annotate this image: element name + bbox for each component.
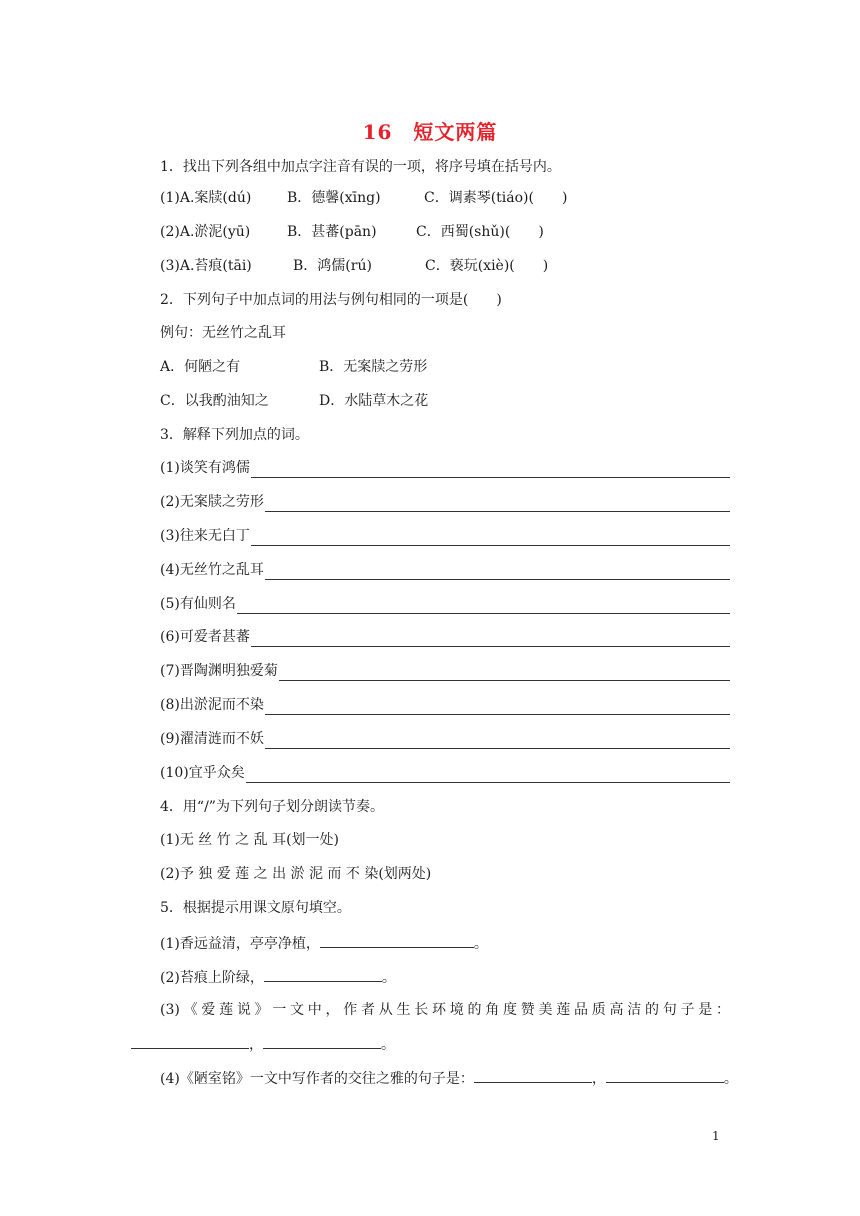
- q1-row-1-c[interactable]: C．调素琴(tiáo)( ): [424, 190, 568, 206]
- q3-item-label: (9)濯清涟而不妖: [160, 731, 264, 747]
- q3-item: [160, 526, 730, 546]
- q5-item-2: [160, 966, 396, 988]
- q2-option-c[interactable]: C．以我酌油知之: [160, 393, 269, 409]
- q1-row-1: [160, 188, 567, 208]
- q5-item-1-text: (1)香远益清，亭亭净植，: [160, 936, 320, 952]
- q5-item-1-end: 。: [473, 936, 488, 952]
- q2-stem: 2．下列句子中加点词的用法与例句相同的一项是( ): [160, 292, 502, 308]
- q2-option-b[interactable]: B．无案牍之劳形: [319, 359, 428, 375]
- q3-item: [160, 763, 730, 783]
- q3-item: [160, 594, 730, 614]
- q5-item-4-blank-2[interactable]: [606, 1067, 724, 1083]
- q3-answer-blank[interactable]: [265, 495, 730, 512]
- q3-item-label: (6)可爱者甚蕃: [160, 629, 250, 645]
- q5-item-1-blank[interactable]: [320, 932, 474, 948]
- q5-item-2-blank[interactable]: [264, 966, 382, 982]
- q1-row-3-a: (3)A.苔痕(tāi): [160, 258, 252, 274]
- q1-row-3: [160, 256, 548, 276]
- q1-row-2-c[interactable]: C．西蜀(shǔ)( ): [416, 224, 544, 240]
- q2-example: 例句：无丝竹之乱耳: [160, 325, 286, 341]
- q4-stem: 4．用“/”为下列句子划分朗读节奏。: [160, 799, 384, 815]
- q1-row-2-b: B．甚蕃(pān): [287, 224, 377, 240]
- q3-item-label: (7)晋陶渊明独爱菊: [160, 663, 278, 679]
- q3-item: [160, 492, 730, 512]
- q5-stem: 5．根据提示用课文原句填空。: [160, 900, 351, 916]
- q3-item: [160, 729, 730, 749]
- q3-item-label: (8)出淤泥而不染: [160, 697, 264, 713]
- q5-item-4: [160, 1067, 738, 1089]
- q3-answer-blank[interactable]: [251, 630, 730, 647]
- q5-item-3-blank-1[interactable]: [131, 1033, 249, 1049]
- q3-answer-blank[interactable]: [237, 597, 730, 614]
- q3-answer-blank[interactable]: [246, 766, 730, 783]
- q1-row-3-b: B．鸿儒(rú): [293, 258, 372, 274]
- q5-item-4-text: (4)《陋室铭》一文中写作者的交往之雅的句子是：: [160, 1071, 474, 1087]
- q1-row-3-c[interactable]: C．亵玩(xiè)( ): [425, 258, 549, 274]
- q1-stem: 1．找出下列各组中加点字注音有误的一项，将序号填在括号内。: [160, 159, 561, 175]
- q5-item-2-end: 。: [381, 970, 396, 986]
- q3-answer-blank[interactable]: [265, 563, 730, 580]
- page-title: 16 短文两篇: [362, 120, 498, 144]
- q5-item-4-sep: ，: [591, 1071, 606, 1087]
- q3-item: [160, 695, 730, 715]
- q3-answer-blank[interactable]: [251, 461, 730, 478]
- q3-item-label: (4)无丝竹之乱耳: [160, 562, 264, 578]
- q5-item-4-blank-1[interactable]: [474, 1067, 592, 1083]
- q2-option-a[interactable]: A．何陋之有: [160, 359, 241, 375]
- q5-item-2-text: (2)苔痕上阶绿，: [160, 970, 264, 986]
- q3-item-label: (1)谈笑有鸿儒: [160, 460, 250, 476]
- q4-item-2: (2)予 独 爱 莲 之 出 淤 泥 而 不 染(划两处): [160, 866, 432, 882]
- q3-answer-blank[interactable]: [279, 664, 730, 681]
- q1-row-2: [160, 222, 544, 242]
- q3-item-label: (3)往来无白丁: [160, 528, 250, 544]
- q3-item: [160, 560, 730, 580]
- q3-stem: 3．解释下列加点的词。: [160, 427, 309, 443]
- q2-options-row-2: [160, 391, 428, 411]
- q2-option-d[interactable]: D．水陆草木之花: [319, 393, 429, 409]
- q3-item-label: (2)无案牍之劳形: [160, 494, 264, 510]
- q5-item-3-sep: ，: [249, 1037, 263, 1053]
- q3-item: [160, 458, 730, 478]
- q1-row-1-a: (1)A.案牍(dú): [160, 190, 252, 206]
- q5-item-1: [160, 932, 488, 954]
- q5-item-3-blank-2[interactable]: [263, 1033, 381, 1049]
- q3-item: [160, 627, 730, 647]
- q3-item: [160, 661, 730, 681]
- q3-item-label: (10)宜乎众矣: [160, 765, 245, 781]
- q5-item-3-line-1: (3)《爱莲说》一文中，作者从生长环境的角度赞美莲品质高洁的句子是：: [160, 1002, 730, 1018]
- q5-item-3-line-2: [131, 1033, 395, 1055]
- q5-item-4-end: 。: [723, 1071, 738, 1087]
- q3-answer-blank[interactable]: [265, 698, 730, 715]
- q3-answer-blank[interactable]: [265, 732, 730, 749]
- q3-answer-blank[interactable]: [251, 529, 730, 546]
- q5-item-3-end: 。: [381, 1037, 395, 1053]
- q2-options-row-1: [160, 357, 427, 377]
- q1-row-1-b: B．德馨(xīng): [287, 190, 381, 206]
- q1-row-2-a: (2)A.淤泥(yū): [160, 224, 251, 240]
- q3-item-label: (5)有仙则名: [160, 596, 236, 612]
- page-number: 1: [712, 1129, 720, 1143]
- q4-item-1: (1)无 丝 竹 之 乱 耳(划一处): [160, 832, 340, 848]
